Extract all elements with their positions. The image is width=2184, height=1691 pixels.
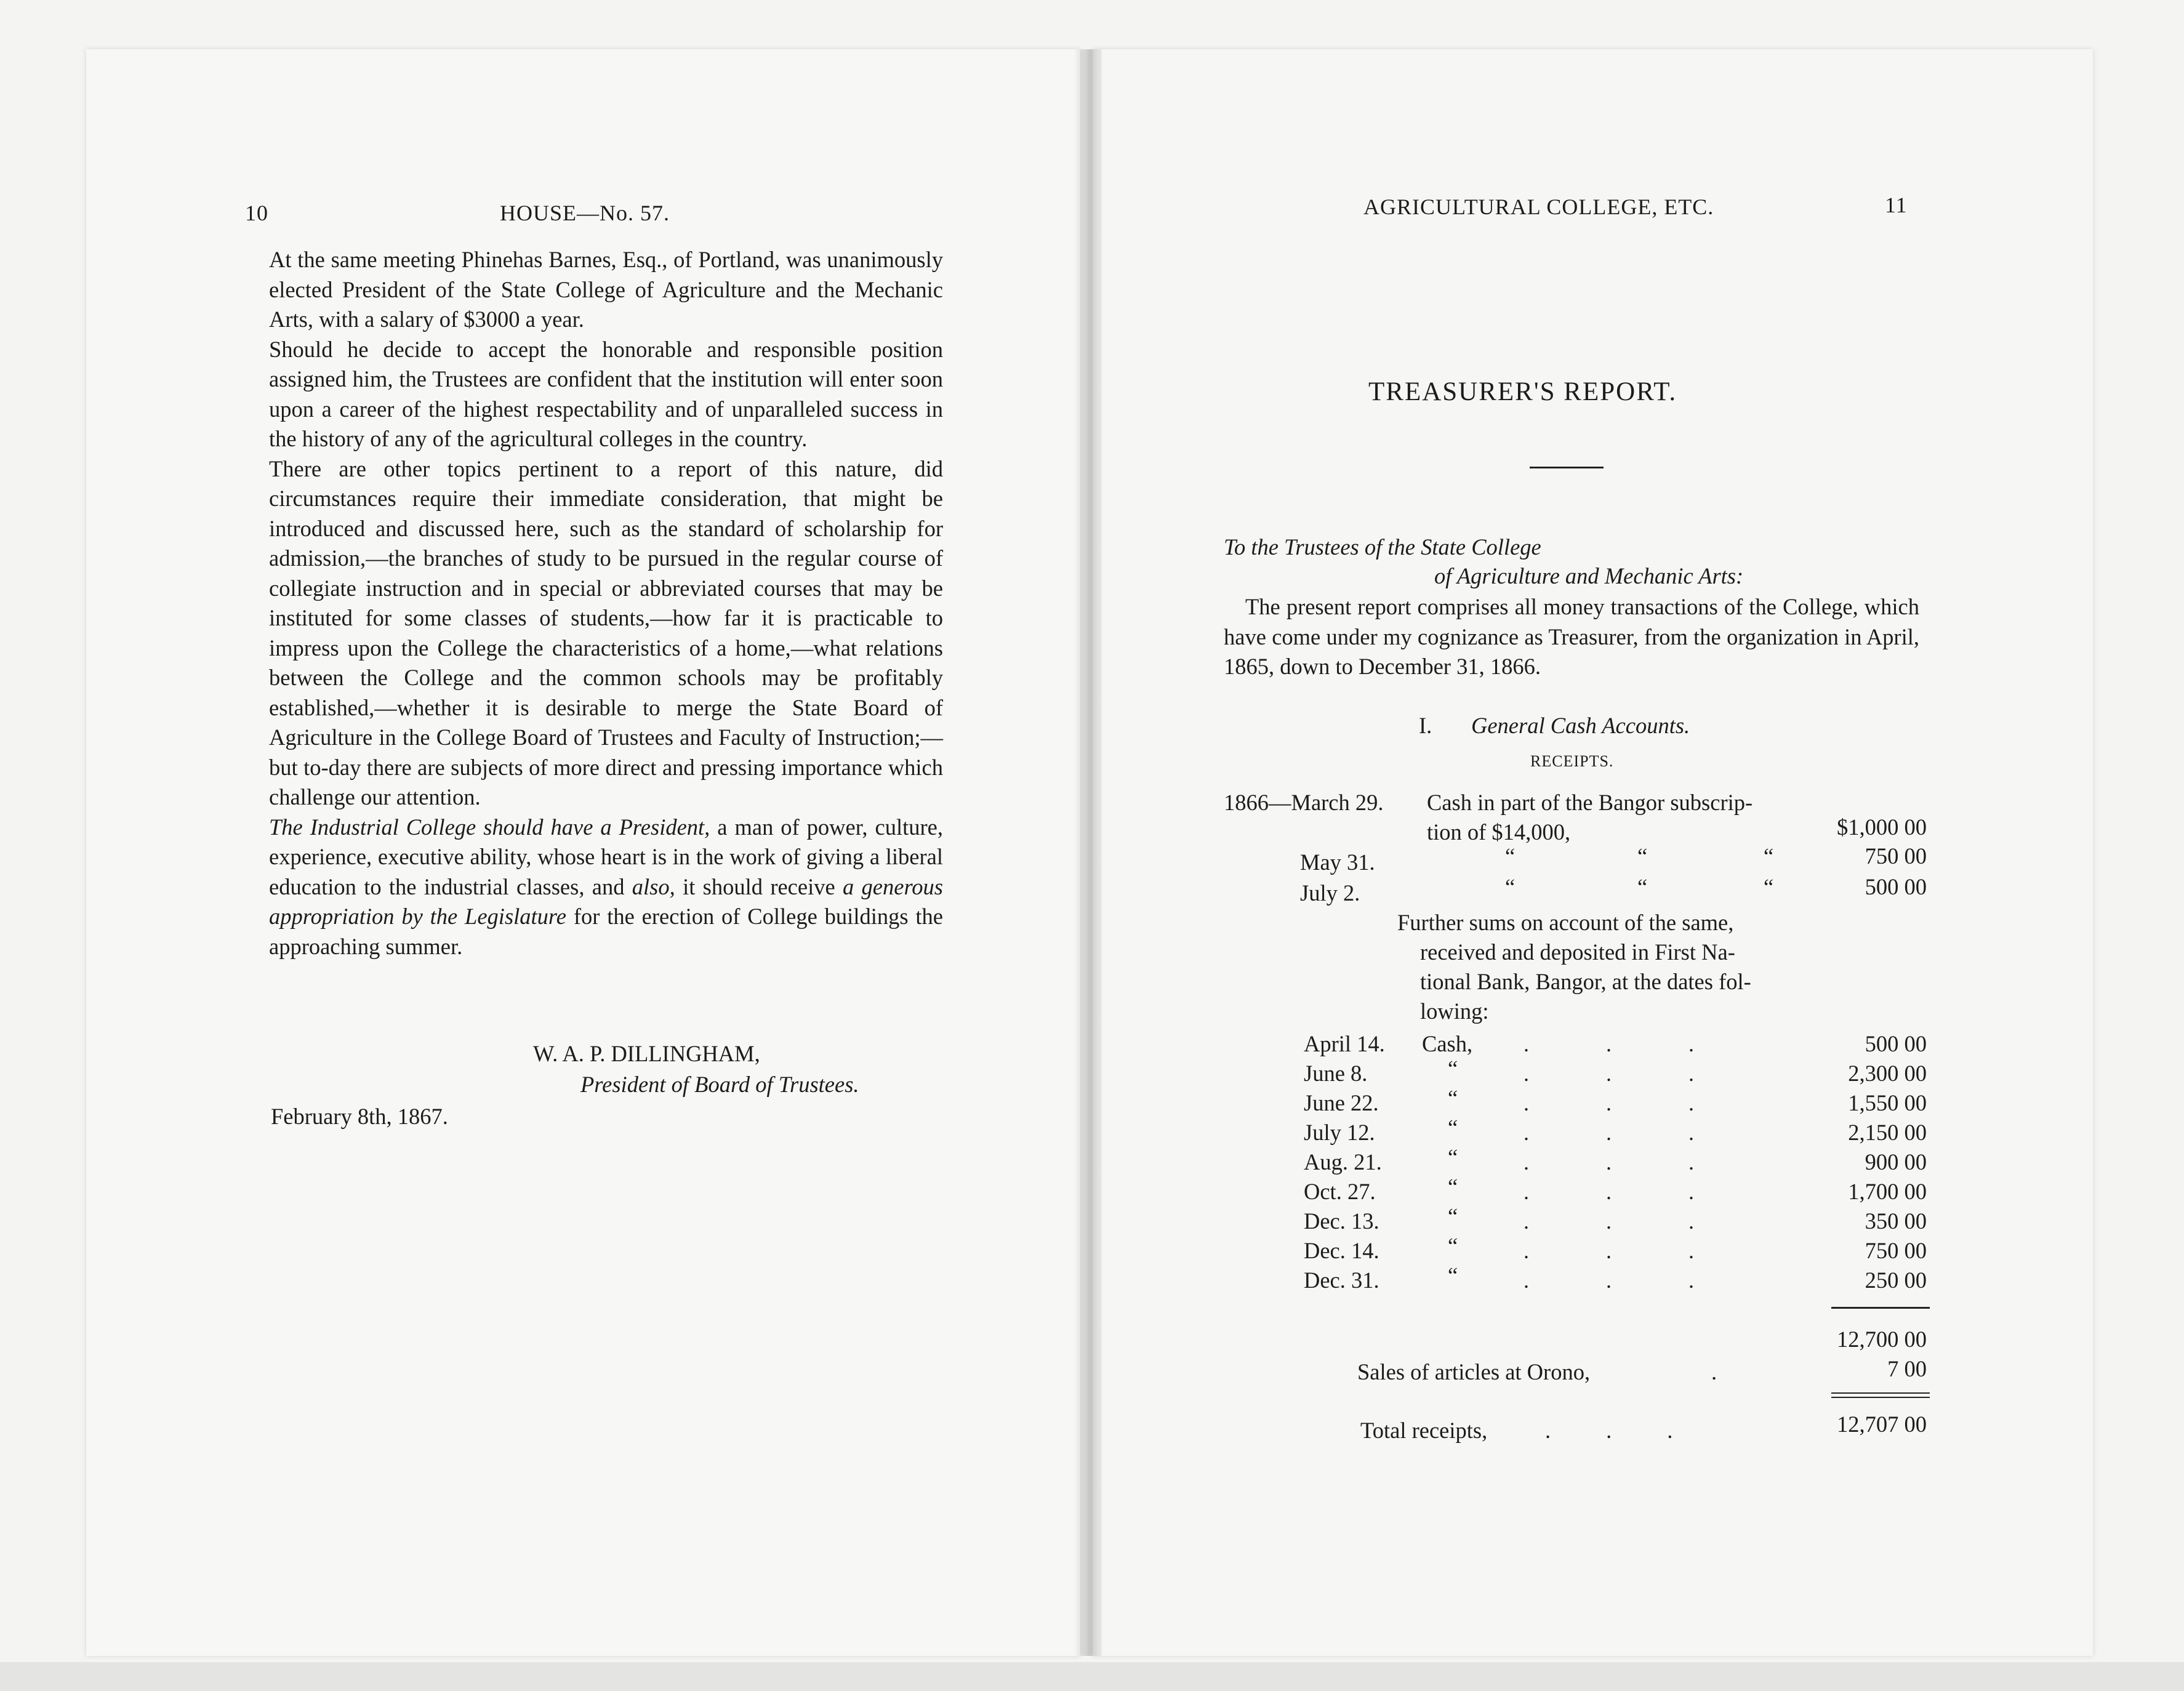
- entry-date: June 8.: [1304, 1061, 1368, 1086]
- entry-date: Aug. 21.: [1304, 1149, 1382, 1175]
- gutter-shadow: [1074, 49, 1102, 1656]
- entry-date: May 31.: [1300, 850, 1375, 875]
- total-rule-bottom: [1831, 1397, 1930, 1398]
- entry-desc: “: [1448, 1203, 1458, 1229]
- ditto-mark: “: [1505, 843, 1516, 869]
- total-amount: 12,707 00: [1837, 1412, 1927, 1437]
- paragraph-4: [269, 813, 943, 962]
- entry-desc: Cash,: [1422, 1031, 1473, 1056]
- entry-desc: “: [1448, 1174, 1458, 1199]
- total-label: Total receipts,: [1360, 1418, 1488, 1443]
- first-entry-desc-2: tion of $14,000,: [1427, 819, 1571, 845]
- right-running-head: AGRICULTURAL COLLEGE, ETC.: [1363, 195, 1714, 219]
- entry-amount: 500 00: [1865, 1031, 1927, 1056]
- title-rule: [1530, 467, 1604, 468]
- sales-amount: 7 00: [1887, 1356, 1927, 1381]
- entry-desc: “: [1448, 1056, 1458, 1081]
- entry-amount: 1,550 00: [1848, 1090, 1927, 1115]
- entry-desc: “: [1448, 1085, 1458, 1111]
- ditto-mark: “: [1637, 874, 1648, 899]
- further-line-3: tional Bank, Bangor, at the dates fol-: [1420, 969, 1751, 994]
- entry-amount: 1,700 00: [1848, 1179, 1927, 1204]
- entry-desc: “: [1448, 1263, 1458, 1288]
- first-entry-date: 1866—March 29.: [1224, 790, 1384, 815]
- entry-date: Dec. 14.: [1304, 1238, 1379, 1263]
- left-running-head: HOUSE—No. 57.: [500, 201, 670, 225]
- entry-date: Dec. 13.: [1304, 1208, 1379, 1234]
- entry-amount: 2,150 00: [1848, 1120, 1927, 1145]
- further-line-1: Further sums on account of the same,: [1397, 910, 1734, 935]
- ditto-mark: “: [1505, 874, 1516, 899]
- signature: W. A. P. DILLINGHAM,: [533, 1041, 760, 1066]
- sales-label: Sales of articles at Orono,: [1357, 1359, 1591, 1384]
- further-line-2: received and deposited in First Na-: [1420, 939, 1735, 965]
- leader-dots: ...: [1545, 1418, 1728, 1443]
- entry-date: July 2.: [1300, 880, 1360, 906]
- total-rule-top: [1831, 1392, 1930, 1394]
- entry-desc: “: [1448, 1144, 1458, 1170]
- section-title: General Cash Accounts.: [1471, 713, 1690, 738]
- right-page-number: 11: [1885, 193, 1908, 217]
- subtotal-amount: 12,700 00: [1837, 1327, 1927, 1352]
- address-line-2: of Agriculture and Mechanic Arts:: [1434, 563, 1744, 588]
- left-body: [269, 245, 943, 962]
- emphasis-president: The Industrial College should have a President,: [269, 814, 710, 840]
- first-entry-desc-1: Cash in part of the Bangor subscrip-: [1427, 790, 1753, 815]
- left-page-number: 10: [245, 201, 268, 225]
- further-line-4: lowing:: [1420, 998, 1489, 1024]
- paragraph-2: Should he decide to accept the honorable and responsible position assigned him, the Trustees are confident that the institution will enter soon upon a career of the highest respectability and of unparalleled success in the history of any of the agricultural colleges in the country.: [269, 336, 943, 451]
- address-line-1: To the Trustees of the State College: [1224, 534, 1541, 560]
- ditto-mark: “: [1764, 843, 1774, 869]
- emphasis-appropriation: a generous appropriation by the Legislature: [269, 874, 943, 929]
- entry-amount: 500 00: [1865, 874, 1927, 899]
- signature-title: President of Board of Trustees.: [580, 1072, 859, 1097]
- entry-amount: 350 00: [1865, 1208, 1927, 1234]
- paragraph-4-text-3: for the erection of College buildings the approaching summer.: [269, 904, 943, 959]
- entry-amount: 750 00: [1865, 1238, 1927, 1263]
- entry-desc: “: [1448, 1115, 1458, 1140]
- section-numeral: I.: [1419, 713, 1432, 738]
- report-title: TREASURER'S REPORT.: [1368, 377, 1677, 406]
- first-entry-amount: $1,000 00: [1837, 814, 1927, 840]
- paragraph-4-text-2: it should receive: [675, 874, 843, 899]
- entry-date: June 22.: [1304, 1090, 1379, 1115]
- entry-desc: “: [1448, 1233, 1458, 1258]
- entry-amount: 900 00: [1865, 1149, 1927, 1175]
- entry-amount: 750 00: [1865, 843, 1927, 869]
- entry-date: Dec. 31.: [1304, 1267, 1379, 1293]
- entry-date: July 12.: [1304, 1120, 1375, 1145]
- entry-date: April 14.: [1304, 1031, 1385, 1056]
- receipts-label: RECEIPTS.: [1530, 752, 1614, 770]
- entry-amount: 250 00: [1865, 1267, 1927, 1293]
- letter-date: February 8th, 1867.: [271, 1104, 448, 1129]
- right-page: [1093, 49, 2093, 1656]
- entry-amount: 2,300 00: [1848, 1061, 1927, 1086]
- emphasis-also: also,: [632, 874, 675, 899]
- subtotal-rule: [1831, 1307, 1930, 1309]
- entry-date: Oct. 27.: [1304, 1179, 1376, 1204]
- leader-dot: .: [1711, 1359, 1717, 1384]
- paragraph-4-text-1: a man of power, culture, experience, executive ability, whose heart is in the work of giving a liberal education to the industrial classes, and: [269, 814, 943, 899]
- paragraph-1: At the same meeting Phinehas Barnes, Esq., of Portland, was unanimously elected President of the State College of Agriculture and the Mechanic Arts, with a salary of $3000 a year.: [269, 247, 943, 332]
- ditto-mark: “: [1637, 843, 1648, 869]
- bottom-strip: [0, 1662, 2184, 1691]
- leader-dots: . . . . . . . . . . . . . . . . . . . . . . . . . . .: [1524, 1032, 1730, 1293]
- paragraph-3: There are other topics pertinent to a report of this nature, did circumstances require their immediate consideration, that might be introduced and discussed here, such as the standard of scholarship for admission,—the branches of study to be pursued in the regular course of collegiate instruction and in special or abbreviated courses that may be instituted for some classes of students,—how far it is practicable to impress upon the College the characteristics of a home,—what relations between the College and the common schools may be profitably established,—whether it is desirable to merge the State Board of Agriculture in the College Board of Trustees and Faculty of Instruction;—but to-day there are subjects of more direct and pressing importance which challenge our attention.: [269, 456, 943, 809]
- ditto-mark: “: [1764, 874, 1774, 899]
- intro-paragraph: The present report comprises all money transactions of the College, which have come under my cognizance as Treasurer, from the organization in April, 1865, down to December 31, 1866.: [1224, 594, 1919, 679]
